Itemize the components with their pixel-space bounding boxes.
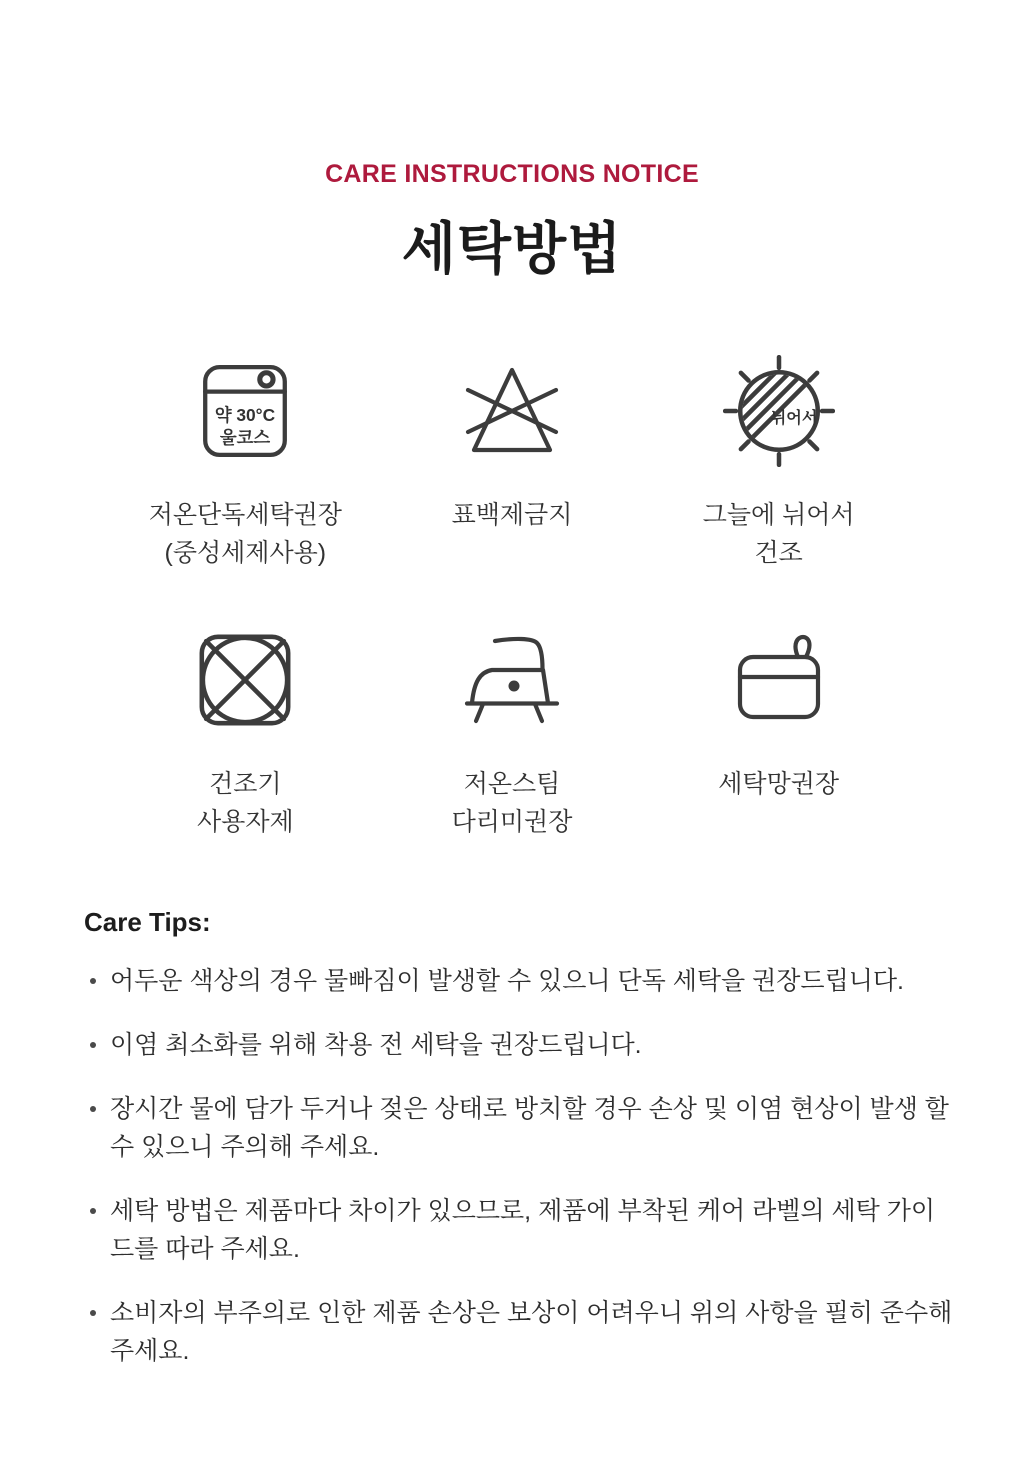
symbol-label-line: 세탁망권장	[718, 770, 840, 798]
symbol-cell-laundry-net	[645, 624, 912, 841]
no-bleach-icon	[462, 361, 562, 461]
washing-machine-icon	[194, 360, 296, 462]
symbol-cell-wash	[112, 355, 379, 572]
icon-box	[462, 355, 562, 467]
symbol-cell-iron	[379, 624, 646, 841]
symbol-label-line: 저온단독세탁권장	[148, 501, 342, 529]
notice-header	[0, 160, 1024, 285]
no-tumble-dry-icon	[191, 626, 299, 734]
laundry-net-icon	[729, 630, 829, 730]
symbol-label-line: 저온스팀	[463, 770, 561, 798]
care-tip-item: 장시간 물에 담가 두거나 젖은 상태로 방치할 경우 손상 및 이염 현상이 발생 할 수 있으니 주의해 주세요.	[84, 1090, 955, 1166]
icon-box	[723, 355, 835, 467]
care-tips-list	[84, 962, 984, 1370]
symbol-label	[149, 497, 342, 572]
steam-iron-icon	[462, 630, 562, 730]
symbol-label-line: 건조	[754, 538, 803, 567]
symbol-cell-no-bleach	[379, 355, 646, 572]
care-tip-item: 이염 최소화를 위해 착용 전 세탁을 권장드립니다.	[84, 1026, 955, 1064]
care-tips-section	[84, 907, 984, 1370]
symbol-cell-no-tumble	[112, 624, 379, 841]
page-title: 세탁방법	[401, 217, 623, 280]
icon-box	[729, 624, 829, 736]
symbol-label-line: 건조기	[209, 770, 282, 798]
symbol-label	[452, 766, 573, 841]
symbol-label	[197, 766, 294, 841]
wash-temp-text: 약 30°C	[215, 405, 276, 426]
care-tips-heading: Care Tips:	[84, 907, 211, 937]
symbol-cell-shade-dry	[645, 355, 912, 572]
wash-cycle-text: 울코스	[220, 427, 271, 448]
shade-dry-text: 뉘어서	[770, 408, 818, 427]
symbol-label-line: 그늘에 뉘어서	[702, 501, 855, 529]
care-tip-item: 어두운 색상의 경우 물빠짐이 발생할 수 있으니 단독 세탁을 권장드립니다.	[84, 962, 955, 1000]
icon-box	[194, 355, 296, 467]
care-tip-item: 소비자의 부주의로 인한 제품 손상은 보상이 어려우니 위의 사항을 필히 준수해 주세요.	[84, 1294, 955, 1370]
care-tip-item: 세탁 방법은 제품마다 차이가 있으므로, 제품에 부착된 케어 라벨의 세탁 가이드를 따라 주세요.	[84, 1192, 955, 1268]
symbol-label	[703, 497, 855, 572]
symbol-label-line: 다리미권장	[451, 807, 573, 836]
symbol-label	[718, 766, 839, 804]
care-symbol-grid	[112, 355, 912, 841]
eyebrow-title: CARE INSTRUCTIONS NOTICE	[325, 160, 699, 188]
symbol-label-line: 표백제금지	[451, 501, 573, 529]
icon-box	[191, 624, 299, 736]
symbol-label-line: 사용자제	[197, 807, 294, 836]
symbol-label	[452, 497, 573, 535]
shade-dry-icon	[723, 355, 835, 467]
symbol-label-line: (중성세제사용)	[164, 538, 327, 567]
icon-box	[462, 624, 562, 736]
